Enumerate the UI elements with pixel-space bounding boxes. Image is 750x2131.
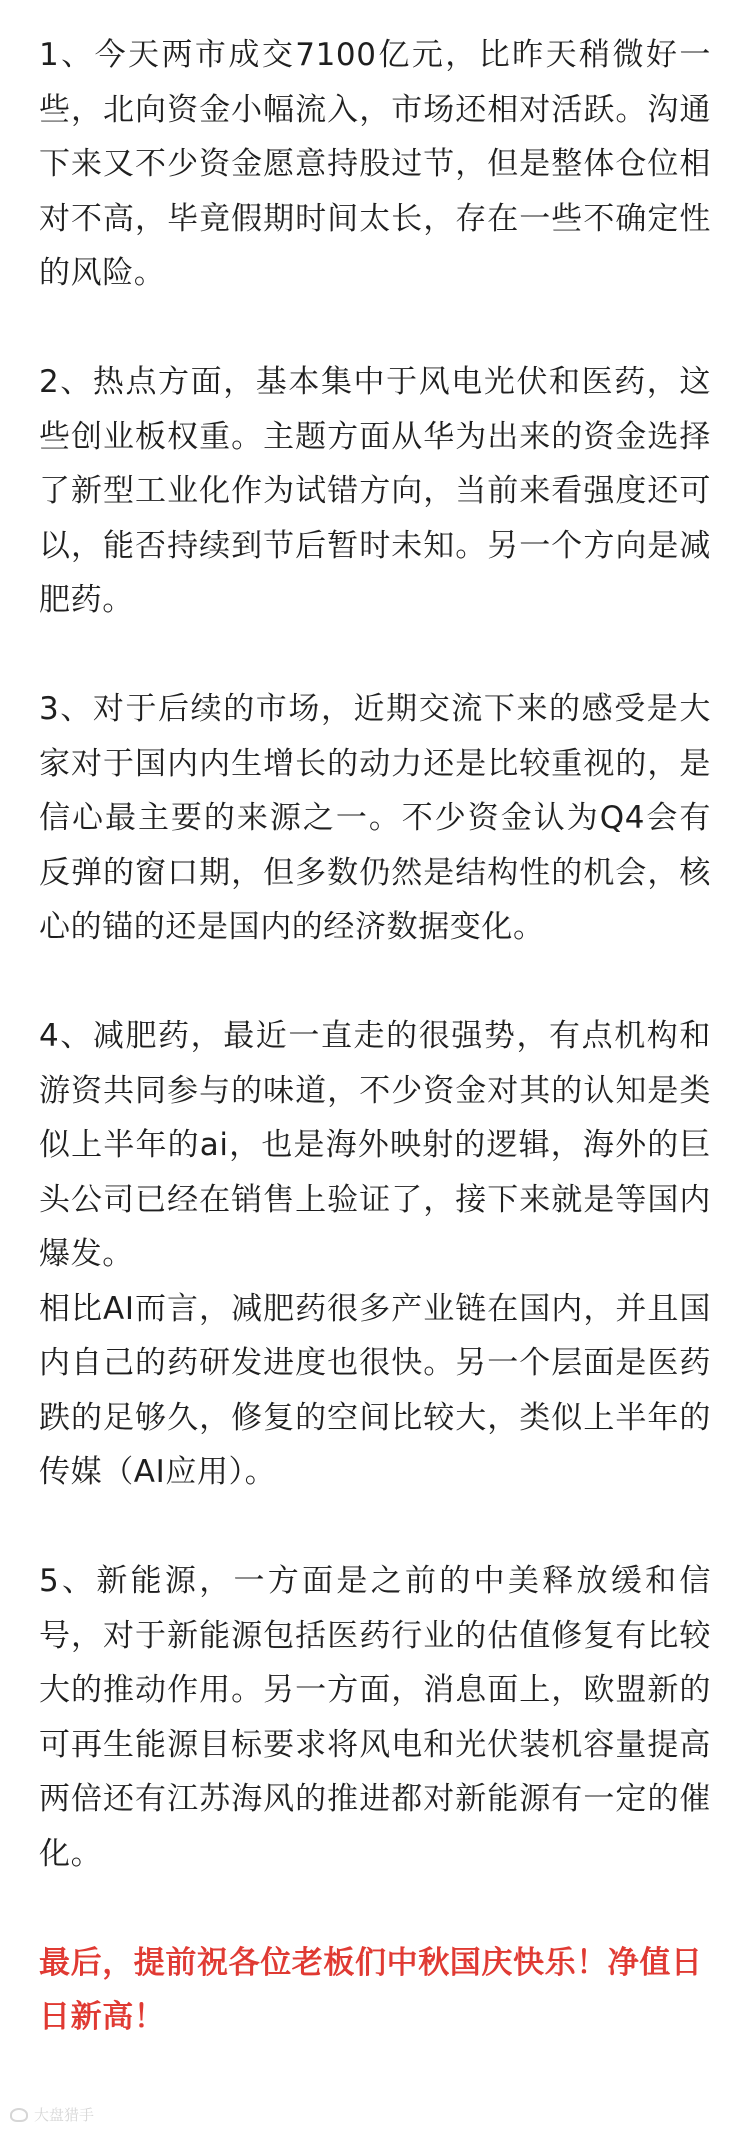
paragraph-spacer <box>39 1500 711 1555</box>
paragraph-5: 5、新能源，一方面是之前的中美释放缓和信号，对于新能源包括医药行业的估值修复有比较大的推动作用。另一方面，消息面上，欧盟新的可再生能源目标要求将风电和光伏装机容量提高两倍还有江苏海风的推进都对新能源有一定的催化。 <box>39 1563 711 1872</box>
paragraph-4: 4、减肥药，最近一直走的很强势，有点机构和游资共同参与的味道，不少资金对其的认知是类似上半年的ai，也是海外映射的逻辑，海外的巨头公司已经在销售上验证了，接下来就是等国内爆发。 <box>39 1018 711 1272</box>
paragraph-spacer <box>39 955 711 1010</box>
article-body <box>39 28 711 2045</box>
paragraph-2: 2、热点方面，基本集中于风电光伏和医药，这些创业板权重。主题方面从华为出来的资金选择了新型工业化作为试错方向，当前来看强度还可以，能否持续到节后暂时未知。另一个方向是减肥药。 <box>39 364 711 618</box>
paragraph-3: 3、对于后续的市场，近期交流下来的感受是大家对于国内内生增长的动力还是比较重视的，是信心最主要的来源之一。不少资金认为Q4会有反弹的窗口期，但多数仍然是结构性的机会，核心的锚的还是国内的经济数据变化。 <box>39 691 711 945</box>
paragraph-spacer <box>39 1881 711 1936</box>
watermark-text: 大盘猎手 <box>34 2106 95 2124</box>
watermark-logo-icon <box>10 2108 28 2122</box>
paragraph-spacer <box>39 628 711 683</box>
closing-greeting: 最后，提前祝各位老板们中秋国庆快乐！净值日日新高！ <box>39 1944 703 2035</box>
paragraph-4-continued: 相比AI而言，减肥药很多产业链在国内，并且国内自己的药研发进度也很快。另一个层面是医药跌的足够久，修复的空间比较大，类似上半年的传媒（AI应用）。 <box>39 1290 711 1490</box>
paragraph-1: 1、今天两市成交7100亿元，比昨天稍微好一些，北向资金小幅流入，市场还相对活跃。沟通下来又不少资金愿意持股过节，但是整体仓位相对不高，毕竟假期时间太长，存在一些不确定性的风险。 <box>39 37 711 291</box>
paragraph-spacer <box>39 301 711 356</box>
watermark <box>10 2104 94 2125</box>
